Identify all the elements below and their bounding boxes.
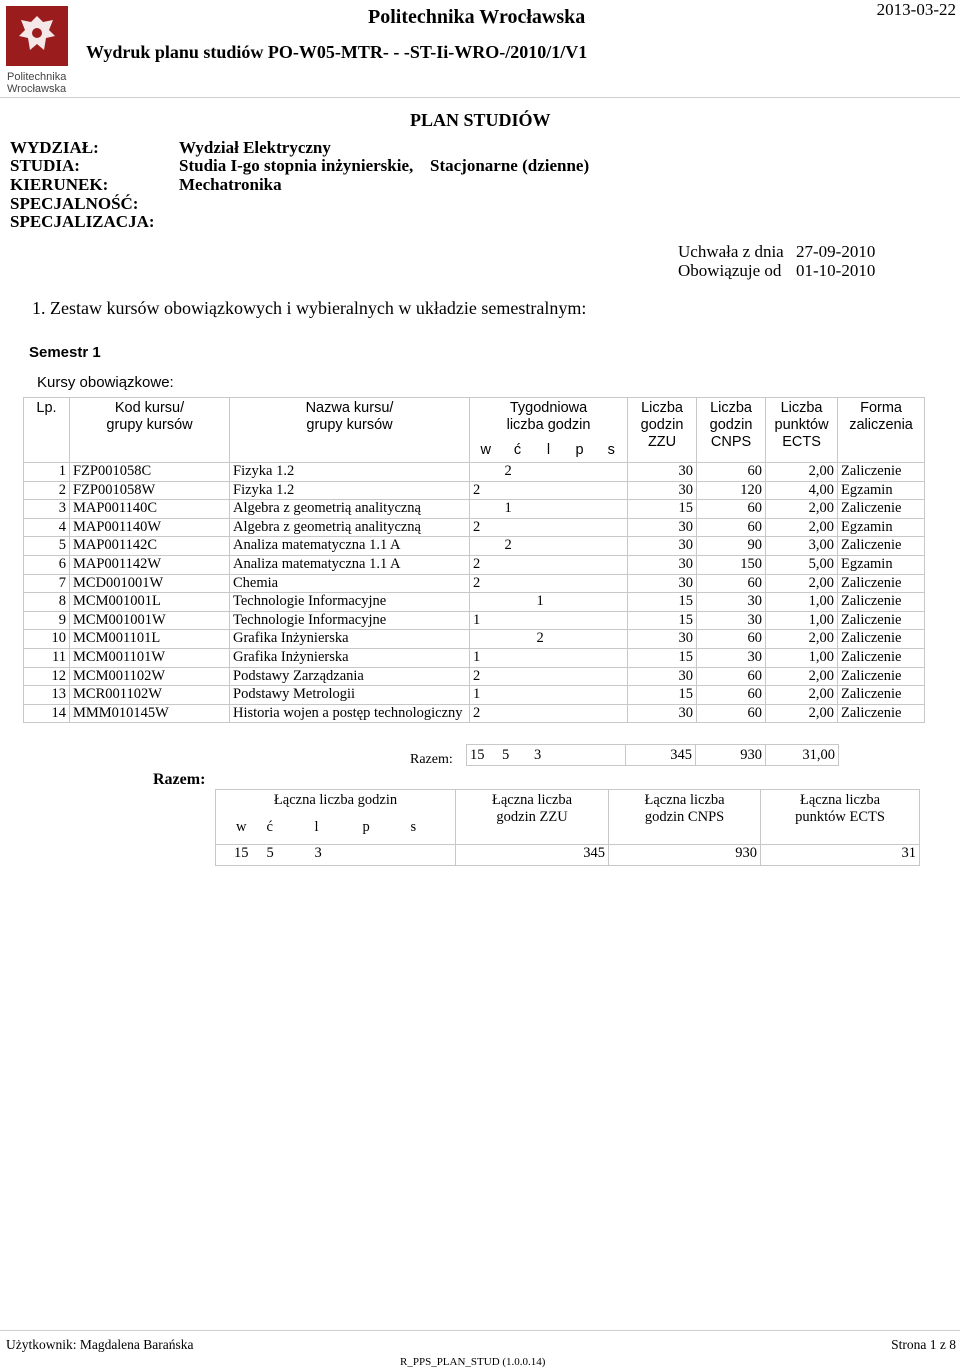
totals-zzu: 345 bbox=[456, 845, 609, 866]
cell-p bbox=[564, 593, 596, 612]
cell-ects: 1,00 bbox=[766, 611, 838, 630]
subheader-c: ć bbox=[502, 440, 534, 463]
cell-l bbox=[534, 500, 564, 519]
table-row bbox=[24, 686, 925, 705]
cell-kod: MCD001001W bbox=[70, 574, 230, 593]
cell-s bbox=[596, 481, 628, 500]
cell-w: 2 bbox=[470, 667, 502, 686]
cell-p bbox=[564, 648, 596, 667]
cell-p bbox=[564, 481, 596, 500]
cell-cnps: 120 bbox=[697, 481, 766, 500]
semester-label: Semestr 1 bbox=[29, 344, 101, 361]
cell-w: 1 bbox=[470, 611, 502, 630]
cell-s bbox=[596, 611, 628, 630]
cell-l bbox=[534, 686, 564, 705]
cell-s bbox=[596, 686, 628, 705]
cell-zzu: 30 bbox=[628, 704, 697, 723]
totals-s bbox=[408, 845, 456, 866]
cell-c bbox=[502, 648, 534, 667]
col-header-tygodniowa: Tygodniowa liczba godzin bbox=[470, 398, 628, 441]
cell-zzu: 15 bbox=[628, 611, 697, 630]
obowiazuje-date: 01-10-2010 bbox=[796, 261, 876, 280]
cell-nazwa: Podstawy Zarządzania bbox=[230, 667, 470, 686]
cell-s bbox=[596, 518, 628, 537]
cell-p bbox=[564, 704, 596, 723]
cell-forma: Zaliczenie bbox=[838, 611, 925, 630]
cell-forma: Zaliczenie bbox=[838, 463, 925, 482]
cell-forma: Zaliczenie bbox=[838, 648, 925, 667]
table-row bbox=[24, 593, 925, 612]
cell-kod: MCM001102W bbox=[70, 667, 230, 686]
cell-s bbox=[596, 463, 628, 482]
table-row bbox=[24, 463, 925, 482]
cell-cnps: 30 bbox=[697, 593, 766, 612]
cell-s bbox=[596, 648, 628, 667]
header-divider bbox=[0, 97, 960, 98]
cell-s bbox=[596, 630, 628, 649]
cell-w: 2 bbox=[470, 481, 502, 500]
totals-header-row bbox=[216, 790, 920, 811]
totals-header-zzu: Łączna liczba godzin ZZU bbox=[456, 790, 609, 845]
cell-lp: 3 bbox=[24, 500, 70, 519]
table-row bbox=[24, 667, 925, 686]
cell-cnps: 150 bbox=[697, 555, 766, 574]
cell-s bbox=[596, 593, 628, 612]
cell-cnps: 30 bbox=[697, 611, 766, 630]
uchwala-date: 27-09-2010 bbox=[796, 242, 876, 261]
cell-lp: 9 bbox=[24, 611, 70, 630]
cell-lp: 5 bbox=[24, 537, 70, 556]
value-studia-level: Studia I-go stopnia inżynierskie, bbox=[179, 156, 414, 175]
cell-nazwa: Historia wojen a postęp technologiczny bbox=[230, 704, 470, 723]
cell-zzu: 15 bbox=[628, 686, 697, 705]
cell-zzu: 30 bbox=[628, 574, 697, 593]
totals-c: 5 bbox=[264, 845, 312, 866]
cell-w: 2 bbox=[470, 704, 502, 723]
cell-c bbox=[502, 555, 534, 574]
print-date: 2013-03-22 bbox=[876, 0, 956, 19]
footer-report-id: R_PPS_PLAN_STUD (1.0.0.14) bbox=[400, 1356, 546, 1368]
cell-w bbox=[470, 537, 502, 556]
value-studia-mode: Stacjonarne (dzienne) bbox=[430, 156, 590, 175]
cell-zzu: 30 bbox=[628, 555, 697, 574]
razem-inline-label: Razem: bbox=[410, 752, 453, 767]
cell-lp: 2 bbox=[24, 481, 70, 500]
cell-zzu: 15 bbox=[628, 648, 697, 667]
cell-nazwa: Grafika Inżynierska bbox=[230, 648, 470, 667]
cell-s bbox=[596, 574, 628, 593]
cell-w: 2 bbox=[470, 574, 502, 593]
col-header-forma: Forma zaliczenia bbox=[838, 398, 925, 463]
cell-c bbox=[502, 611, 534, 630]
cell-l bbox=[534, 648, 564, 667]
cell-forma: Zaliczenie bbox=[838, 574, 925, 593]
cell-c bbox=[502, 704, 534, 723]
cell-nazwa: Chemia bbox=[230, 574, 470, 593]
table-row bbox=[24, 500, 925, 519]
cell-p bbox=[564, 518, 596, 537]
table-row bbox=[24, 518, 925, 537]
table-row bbox=[24, 481, 925, 500]
cell-cnps: 30 bbox=[697, 648, 766, 667]
cell-cnps: 60 bbox=[697, 518, 766, 537]
course-table bbox=[23, 397, 925, 723]
col-header-kod: Kod kursu/ grupy kursów bbox=[70, 398, 230, 463]
totals-l: 3 bbox=[312, 845, 360, 866]
cell-l bbox=[534, 667, 564, 686]
totals-values-row bbox=[216, 845, 920, 866]
razem-label: Razem: bbox=[153, 771, 206, 788]
cell-w: 2 bbox=[470, 518, 502, 537]
cell-lp: 12 bbox=[24, 667, 70, 686]
cell-s bbox=[596, 537, 628, 556]
cell-w: 2 bbox=[470, 555, 502, 574]
cell-l: 2 bbox=[534, 630, 564, 649]
label-specjalizacja: SPECJALIZACJA: bbox=[10, 212, 155, 231]
cell-cnps: 60 bbox=[697, 500, 766, 519]
col-header-nazwa: Nazwa kursu/ grupy kursów bbox=[230, 398, 470, 463]
totals-w: 15 bbox=[216, 845, 264, 866]
cell-c bbox=[502, 593, 534, 612]
cell-w bbox=[470, 593, 502, 612]
cell-lp: 4 bbox=[24, 518, 70, 537]
cell-s bbox=[596, 555, 628, 574]
uchwala-label: Uchwała z dnia bbox=[678, 242, 784, 261]
cell-cnps: 60 bbox=[697, 463, 766, 482]
cell-lp: 13 bbox=[24, 686, 70, 705]
cell-forma: Zaliczenie bbox=[838, 667, 925, 686]
cell-c bbox=[502, 686, 534, 705]
cell-kod: MMM010145W bbox=[70, 704, 230, 723]
cell-cnps: 60 bbox=[697, 574, 766, 593]
cell-l bbox=[534, 555, 564, 574]
cell-ects: 2,00 bbox=[766, 704, 838, 723]
totals-ects: 31 bbox=[761, 845, 920, 866]
logo-text-2: Wrocławska bbox=[7, 83, 67, 94]
cell-lp: 10 bbox=[24, 630, 70, 649]
razem-p bbox=[561, 745, 593, 766]
cell-ects: 1,00 bbox=[766, 648, 838, 667]
value-wydzial: Wydział Elektryczny bbox=[179, 138, 331, 157]
label-wydzial: WYDZIAŁ: bbox=[10, 138, 99, 157]
cell-forma: Zaliczenie bbox=[838, 593, 925, 612]
label-specjalnosc: SPECJALNOŚĆ: bbox=[10, 194, 139, 213]
cell-c: 2 bbox=[502, 463, 534, 482]
totals-sub-p: p bbox=[360, 810, 408, 845]
cell-w bbox=[470, 463, 502, 482]
cell-kod: MCM001101W bbox=[70, 648, 230, 667]
cell-c bbox=[502, 574, 534, 593]
cell-p bbox=[564, 463, 596, 482]
totals-sub-s: s bbox=[408, 810, 456, 845]
totals-cnps: 930 bbox=[609, 845, 761, 866]
header-row bbox=[24, 398, 925, 441]
cell-c: 1 bbox=[502, 500, 534, 519]
cell-c bbox=[502, 630, 534, 649]
mandatory-courses-label: Kursy obowiązkowe: bbox=[37, 374, 174, 391]
label-kierunek: KIERUNEK: bbox=[10, 175, 109, 194]
cell-l bbox=[534, 574, 564, 593]
cell-ects: 2,00 bbox=[766, 574, 838, 593]
cell-kod: MAP001142W bbox=[70, 555, 230, 574]
cell-ects: 2,00 bbox=[766, 667, 838, 686]
table-row bbox=[24, 574, 925, 593]
razem-w: 15 bbox=[467, 745, 500, 766]
cell-nazwa: Grafika Inżynierska bbox=[230, 630, 470, 649]
cell-ects: 1,00 bbox=[766, 593, 838, 612]
cell-p bbox=[564, 686, 596, 705]
cell-ects: 2,00 bbox=[766, 463, 838, 482]
cell-ects: 2,00 bbox=[766, 686, 838, 705]
cell-cnps: 60 bbox=[697, 667, 766, 686]
cell-zzu: 30 bbox=[628, 518, 697, 537]
value-kierunek: Mechatronika bbox=[179, 175, 282, 194]
cell-nazwa: Fizyka 1.2 bbox=[230, 463, 470, 482]
cell-nazwa: Analiza matematyczna 1.1 A bbox=[230, 537, 470, 556]
cell-ects: 2,00 bbox=[766, 518, 838, 537]
cell-c bbox=[502, 667, 534, 686]
cell-c bbox=[502, 481, 534, 500]
subheader-s: s bbox=[596, 440, 628, 463]
cell-nazwa: Technologie Informacyjne bbox=[230, 593, 470, 612]
cell-p bbox=[564, 537, 596, 556]
razem-row bbox=[467, 745, 839, 766]
cell-l bbox=[534, 518, 564, 537]
cell-zzu: 15 bbox=[628, 593, 697, 612]
razem-cnps: 930 bbox=[696, 745, 766, 766]
cell-ects: 4,00 bbox=[766, 481, 838, 500]
table-row bbox=[24, 648, 925, 667]
cell-c: 2 bbox=[502, 537, 534, 556]
cell-ects: 5,00 bbox=[766, 555, 838, 574]
totals-sub-w: w bbox=[216, 810, 264, 845]
cell-forma: Zaliczenie bbox=[838, 537, 925, 556]
university-logo bbox=[6, 6, 68, 94]
cell-w: 1 bbox=[470, 648, 502, 667]
cell-c bbox=[502, 518, 534, 537]
cell-nazwa: Analiza matematyczna 1.1 A bbox=[230, 555, 470, 574]
cell-zzu: 30 bbox=[628, 537, 697, 556]
cell-s bbox=[596, 667, 628, 686]
cell-forma: Zaliczenie bbox=[838, 500, 925, 519]
cell-kod: MAP001140C bbox=[70, 500, 230, 519]
obowiazuje-label: Obowiązuje od bbox=[678, 261, 782, 280]
cell-kod: MCM001101L bbox=[70, 630, 230, 649]
cell-l bbox=[534, 537, 564, 556]
cell-kod: FZP001058W bbox=[70, 481, 230, 500]
cell-p bbox=[564, 500, 596, 519]
totals-header-cnps: Łączna liczba godzin CNPS bbox=[609, 790, 761, 845]
subheader-w: w bbox=[470, 440, 502, 463]
totals-header-godzin: Łączna liczba godzin bbox=[216, 790, 456, 811]
cell-cnps: 60 bbox=[697, 686, 766, 705]
cell-w bbox=[470, 500, 502, 519]
university-name: Politechnika Wrocławska bbox=[368, 6, 586, 28]
razem-zzu: 345 bbox=[626, 745, 696, 766]
cell-ects: 3,00 bbox=[766, 537, 838, 556]
razem-ects: 31,00 bbox=[766, 745, 839, 766]
cell-forma: Zaliczenie bbox=[838, 704, 925, 723]
cell-p bbox=[564, 630, 596, 649]
cell-nazwa: Podstawy Metrologii bbox=[230, 686, 470, 705]
cell-cnps: 60 bbox=[697, 704, 766, 723]
table-row bbox=[24, 555, 925, 574]
cell-nazwa: Fizyka 1.2 bbox=[230, 481, 470, 500]
totals-sub-l: l bbox=[312, 810, 360, 845]
cell-l: 1 bbox=[534, 593, 564, 612]
col-header-zzu: Liczba godzin ZZU bbox=[628, 398, 697, 463]
cell-lp: 14 bbox=[24, 704, 70, 723]
cell-kod: FZP001058C bbox=[70, 463, 230, 482]
cell-forma: Egzamin bbox=[838, 518, 925, 537]
cell-p bbox=[564, 574, 596, 593]
cell-s bbox=[596, 704, 628, 723]
cell-zzu: 15 bbox=[628, 500, 697, 519]
footer-page-number: Strona 1 z 8 bbox=[891, 1337, 956, 1352]
razem-c: 5 bbox=[499, 745, 531, 766]
razem-summary-row bbox=[466, 744, 839, 766]
cell-w bbox=[470, 630, 502, 649]
cell-kod: MCM001001W bbox=[70, 611, 230, 630]
cell-l bbox=[534, 463, 564, 482]
subheader-p: p bbox=[564, 440, 596, 463]
cell-kod: MCM001001L bbox=[70, 593, 230, 612]
cell-p bbox=[564, 611, 596, 630]
cell-lp: 8 bbox=[24, 593, 70, 612]
cell-zzu: 30 bbox=[628, 667, 697, 686]
cell-forma: Egzamin bbox=[838, 555, 925, 574]
cell-nazwa: Algebra z geometrią analityczną bbox=[230, 500, 470, 519]
cell-p bbox=[564, 555, 596, 574]
cell-lp: 7 bbox=[24, 574, 70, 593]
document-title: PLAN STUDIÓW bbox=[410, 110, 551, 130]
cell-zzu: 30 bbox=[628, 463, 697, 482]
table-row bbox=[24, 630, 925, 649]
cell-ects: 2,00 bbox=[766, 500, 838, 519]
logo-text-1: Politechnika bbox=[7, 71, 67, 83]
cell-lp: 6 bbox=[24, 555, 70, 574]
cell-s bbox=[596, 500, 628, 519]
table-row bbox=[24, 537, 925, 556]
cell-cnps: 90 bbox=[697, 537, 766, 556]
cell-w: 1 bbox=[470, 686, 502, 705]
cell-forma: Zaliczenie bbox=[838, 630, 925, 649]
cell-kod: MCR001102W bbox=[70, 686, 230, 705]
cell-lp: 11 bbox=[24, 648, 70, 667]
cell-forma: Egzamin bbox=[838, 481, 925, 500]
totals-sub-c: ć bbox=[264, 810, 312, 845]
cell-l bbox=[534, 704, 564, 723]
section-title: 1. Zestaw kursów obowiązkowych i wybieralnych w układzie semestralnym: bbox=[32, 298, 587, 318]
cell-forma: Zaliczenie bbox=[838, 686, 925, 705]
subheader-l: l bbox=[534, 440, 564, 463]
col-header-lp: Lp. bbox=[24, 398, 70, 463]
cell-lp: 1 bbox=[24, 463, 70, 482]
footer-user: Użytkownik: Magdalena Barańska bbox=[6, 1337, 194, 1352]
razem-s bbox=[593, 745, 626, 766]
footer-divider bbox=[0, 1330, 960, 1331]
totals-header-ects: Łączna liczba punktów ECTS bbox=[761, 790, 920, 845]
cell-kod: MAP001142C bbox=[70, 537, 230, 556]
label-studia: STUDIA: bbox=[10, 156, 80, 175]
razem-l: 3 bbox=[531, 745, 561, 766]
cell-cnps: 60 bbox=[697, 630, 766, 649]
col-header-ects: Liczba punktów ECTS bbox=[766, 398, 838, 463]
cell-l bbox=[534, 481, 564, 500]
cell-nazwa: Technologie Informacyjne bbox=[230, 611, 470, 630]
totals-p bbox=[360, 845, 408, 866]
cell-zzu: 30 bbox=[628, 481, 697, 500]
cell-p bbox=[564, 667, 596, 686]
col-header-cnps: Liczba godzin CNPS bbox=[697, 398, 766, 463]
totals-table bbox=[215, 789, 920, 866]
cell-kod: MAP001140W bbox=[70, 518, 230, 537]
cell-l bbox=[534, 611, 564, 630]
plan-print-title: Wydruk planu studiów PO-W05-MTR- - -ST-Ii-WRO-/2010/1/V1 bbox=[86, 42, 588, 62]
table-row bbox=[24, 611, 925, 630]
cell-ects: 2,00 bbox=[766, 630, 838, 649]
table-row bbox=[24, 704, 925, 723]
cell-zzu: 30 bbox=[628, 630, 697, 649]
cell-nazwa: Algebra z geometrią analityczną bbox=[230, 518, 470, 537]
